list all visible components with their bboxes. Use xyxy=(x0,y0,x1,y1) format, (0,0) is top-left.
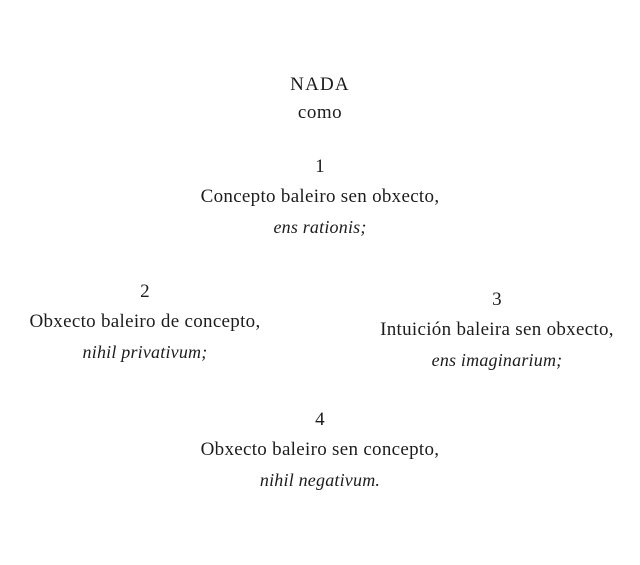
item-4-number: 4 xyxy=(315,409,325,430)
item-1-latin: ens rationis; xyxy=(273,217,367,237)
item-3-latin: ens imaginarium; xyxy=(431,350,563,370)
item-2-text: Obxecto baleiro de concepto, xyxy=(29,311,261,332)
item-4-text: Obxecto baleiro sen concepto, xyxy=(200,439,440,460)
title-block xyxy=(0,71,640,127)
nothing-item-4 xyxy=(0,405,640,495)
item-3-text: Intuición baleira sen obxecto, xyxy=(380,319,614,340)
item-1-text: Concepto baleiro sen obxecto, xyxy=(200,186,440,207)
page-title: NADA xyxy=(290,74,350,95)
item-3-number: 3 xyxy=(492,289,502,310)
nothing-item-2 xyxy=(5,277,285,367)
nothing-item-3 xyxy=(357,285,637,375)
item-2-number: 2 xyxy=(140,281,150,302)
item-4-latin: nihil negativum. xyxy=(259,470,381,490)
item-1-number: 1 xyxy=(315,156,325,177)
item-2-latin: nihil privativum; xyxy=(82,342,208,362)
nothing-item-1 xyxy=(0,152,640,242)
page-subtitle: como xyxy=(297,102,343,123)
